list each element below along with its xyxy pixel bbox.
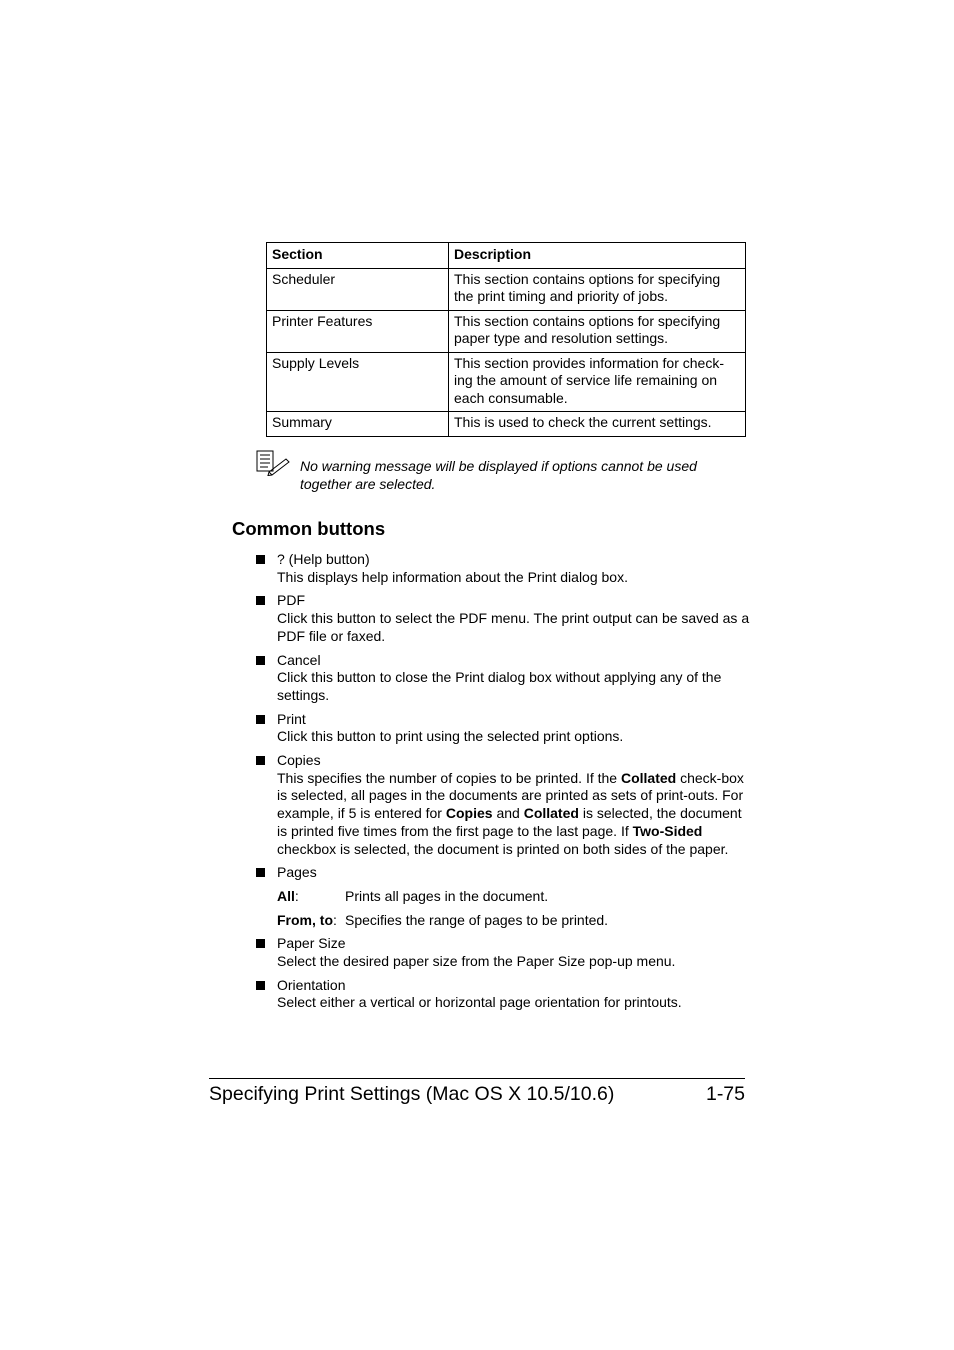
item-description: Select either a vertical or horizontal page orientation for printouts. (277, 994, 682, 1011)
sections-table (266, 242, 746, 437)
section-heading: Common buttons (232, 518, 386, 539)
table-cell-description: This is used to check the current settings. (449, 412, 746, 437)
item-description: This specifies the number of copies to be printed. If the Collated check-box is selected, all pages in the documents are printed as sets of print-outs. For example, if 5 is entered for Copies and Collated is selected, the document is printed five times from the first page to the last page. If Two-Sided checkbox is selected, the document is printed on both sides of the paper. (277, 769, 744, 857)
page-number: 1-75 (705, 1083, 745, 1105)
item-title: Orientation (277, 976, 346, 993)
table-cell-section: Supply Levels (267, 352, 449, 412)
buttons-list (250, 551, 750, 1018)
list-item-paper-size (250, 935, 750, 970)
item-description: Click this button to close the Print dialog box without applying any of the settings. (277, 669, 722, 703)
table-row (267, 412, 746, 437)
term-collated: Collated (620, 769, 677, 786)
footer-title: Specifying Print Settings (Mac OS X 10.5/10.6) (209, 1083, 615, 1105)
option-term: From, to (277, 911, 333, 928)
term-collated: Collated (523, 805, 579, 822)
bullet-square-icon (256, 715, 265, 724)
table-header-description: Description (449, 243, 746, 269)
list-item-pdf (250, 592, 750, 645)
list-item-help (250, 551, 750, 586)
footer-divider (209, 1078, 745, 1079)
note-text: No warning message will be displayed if options cannot be used together are selected. (300, 458, 697, 492)
item-title: PDF (277, 592, 305, 609)
bullet-square-icon (256, 596, 265, 605)
term-copies: Copies (445, 805, 493, 822)
table-row (267, 352, 746, 412)
term-two-sided: Two-Sided (632, 822, 703, 839)
item-description: Click this button to select the PDF menu. The print output can be saved as a PDF file or faxed. (277, 610, 750, 644)
item-title: Paper Size (277, 935, 346, 952)
list-item-print (250, 711, 750, 746)
pages-option-from-to: From, to: Specifies the range of pages to be printed. (277, 911, 609, 928)
option-description: Prints all pages in the document. (345, 887, 549, 904)
bullet-square-icon (256, 555, 265, 564)
item-description: Select the desired paper size from the Paper Size pop-up menu. (277, 953, 676, 970)
table-cell-section: Scheduler (267, 268, 449, 310)
bullet-square-icon (256, 939, 265, 948)
table-cell-section: Summary (267, 412, 449, 437)
bullet-square-icon (256, 868, 265, 877)
item-title: Print (277, 710, 306, 727)
table-cell-section: Printer Features (267, 310, 449, 352)
table-row (267, 310, 746, 352)
option-term: All (277, 887, 295, 904)
list-item-orientation (250, 977, 750, 1012)
bullet-square-icon (256, 981, 265, 990)
item-description: Click this button to print using the selected print options. (277, 728, 624, 745)
pages-option-all: All: Prints all pages in the document. (277, 887, 549, 904)
note-pencil-icon (256, 450, 290, 476)
list-item-cancel (250, 652, 750, 705)
table-row (267, 268, 746, 310)
item-title: Copies (277, 752, 321, 769)
item-title: ? (Help button) (277, 551, 370, 567)
table-header-row (267, 243, 746, 269)
table-cell-description: This section contains options for specifying the print timing and priority of jobs. (449, 268, 746, 310)
table-cell-description: This section provides information for check-ing the amount of service life remaining on each consumable. (449, 352, 746, 412)
table-cell-description: This section contains options for specifying paper type and resolution settings. (449, 310, 746, 352)
bullet-square-icon (256, 756, 265, 765)
item-title: Pages (277, 864, 317, 881)
table-header-section: Section (267, 243, 449, 269)
list-item-pages (250, 864, 750, 929)
bullet-square-icon (256, 656, 265, 665)
list-item-copies (250, 752, 750, 858)
item-description: This displays help information about the Print dialog box. (277, 568, 628, 585)
option-description: Specifies the range of pages to be printed. (345, 911, 609, 928)
item-title: Cancel (277, 651, 321, 668)
